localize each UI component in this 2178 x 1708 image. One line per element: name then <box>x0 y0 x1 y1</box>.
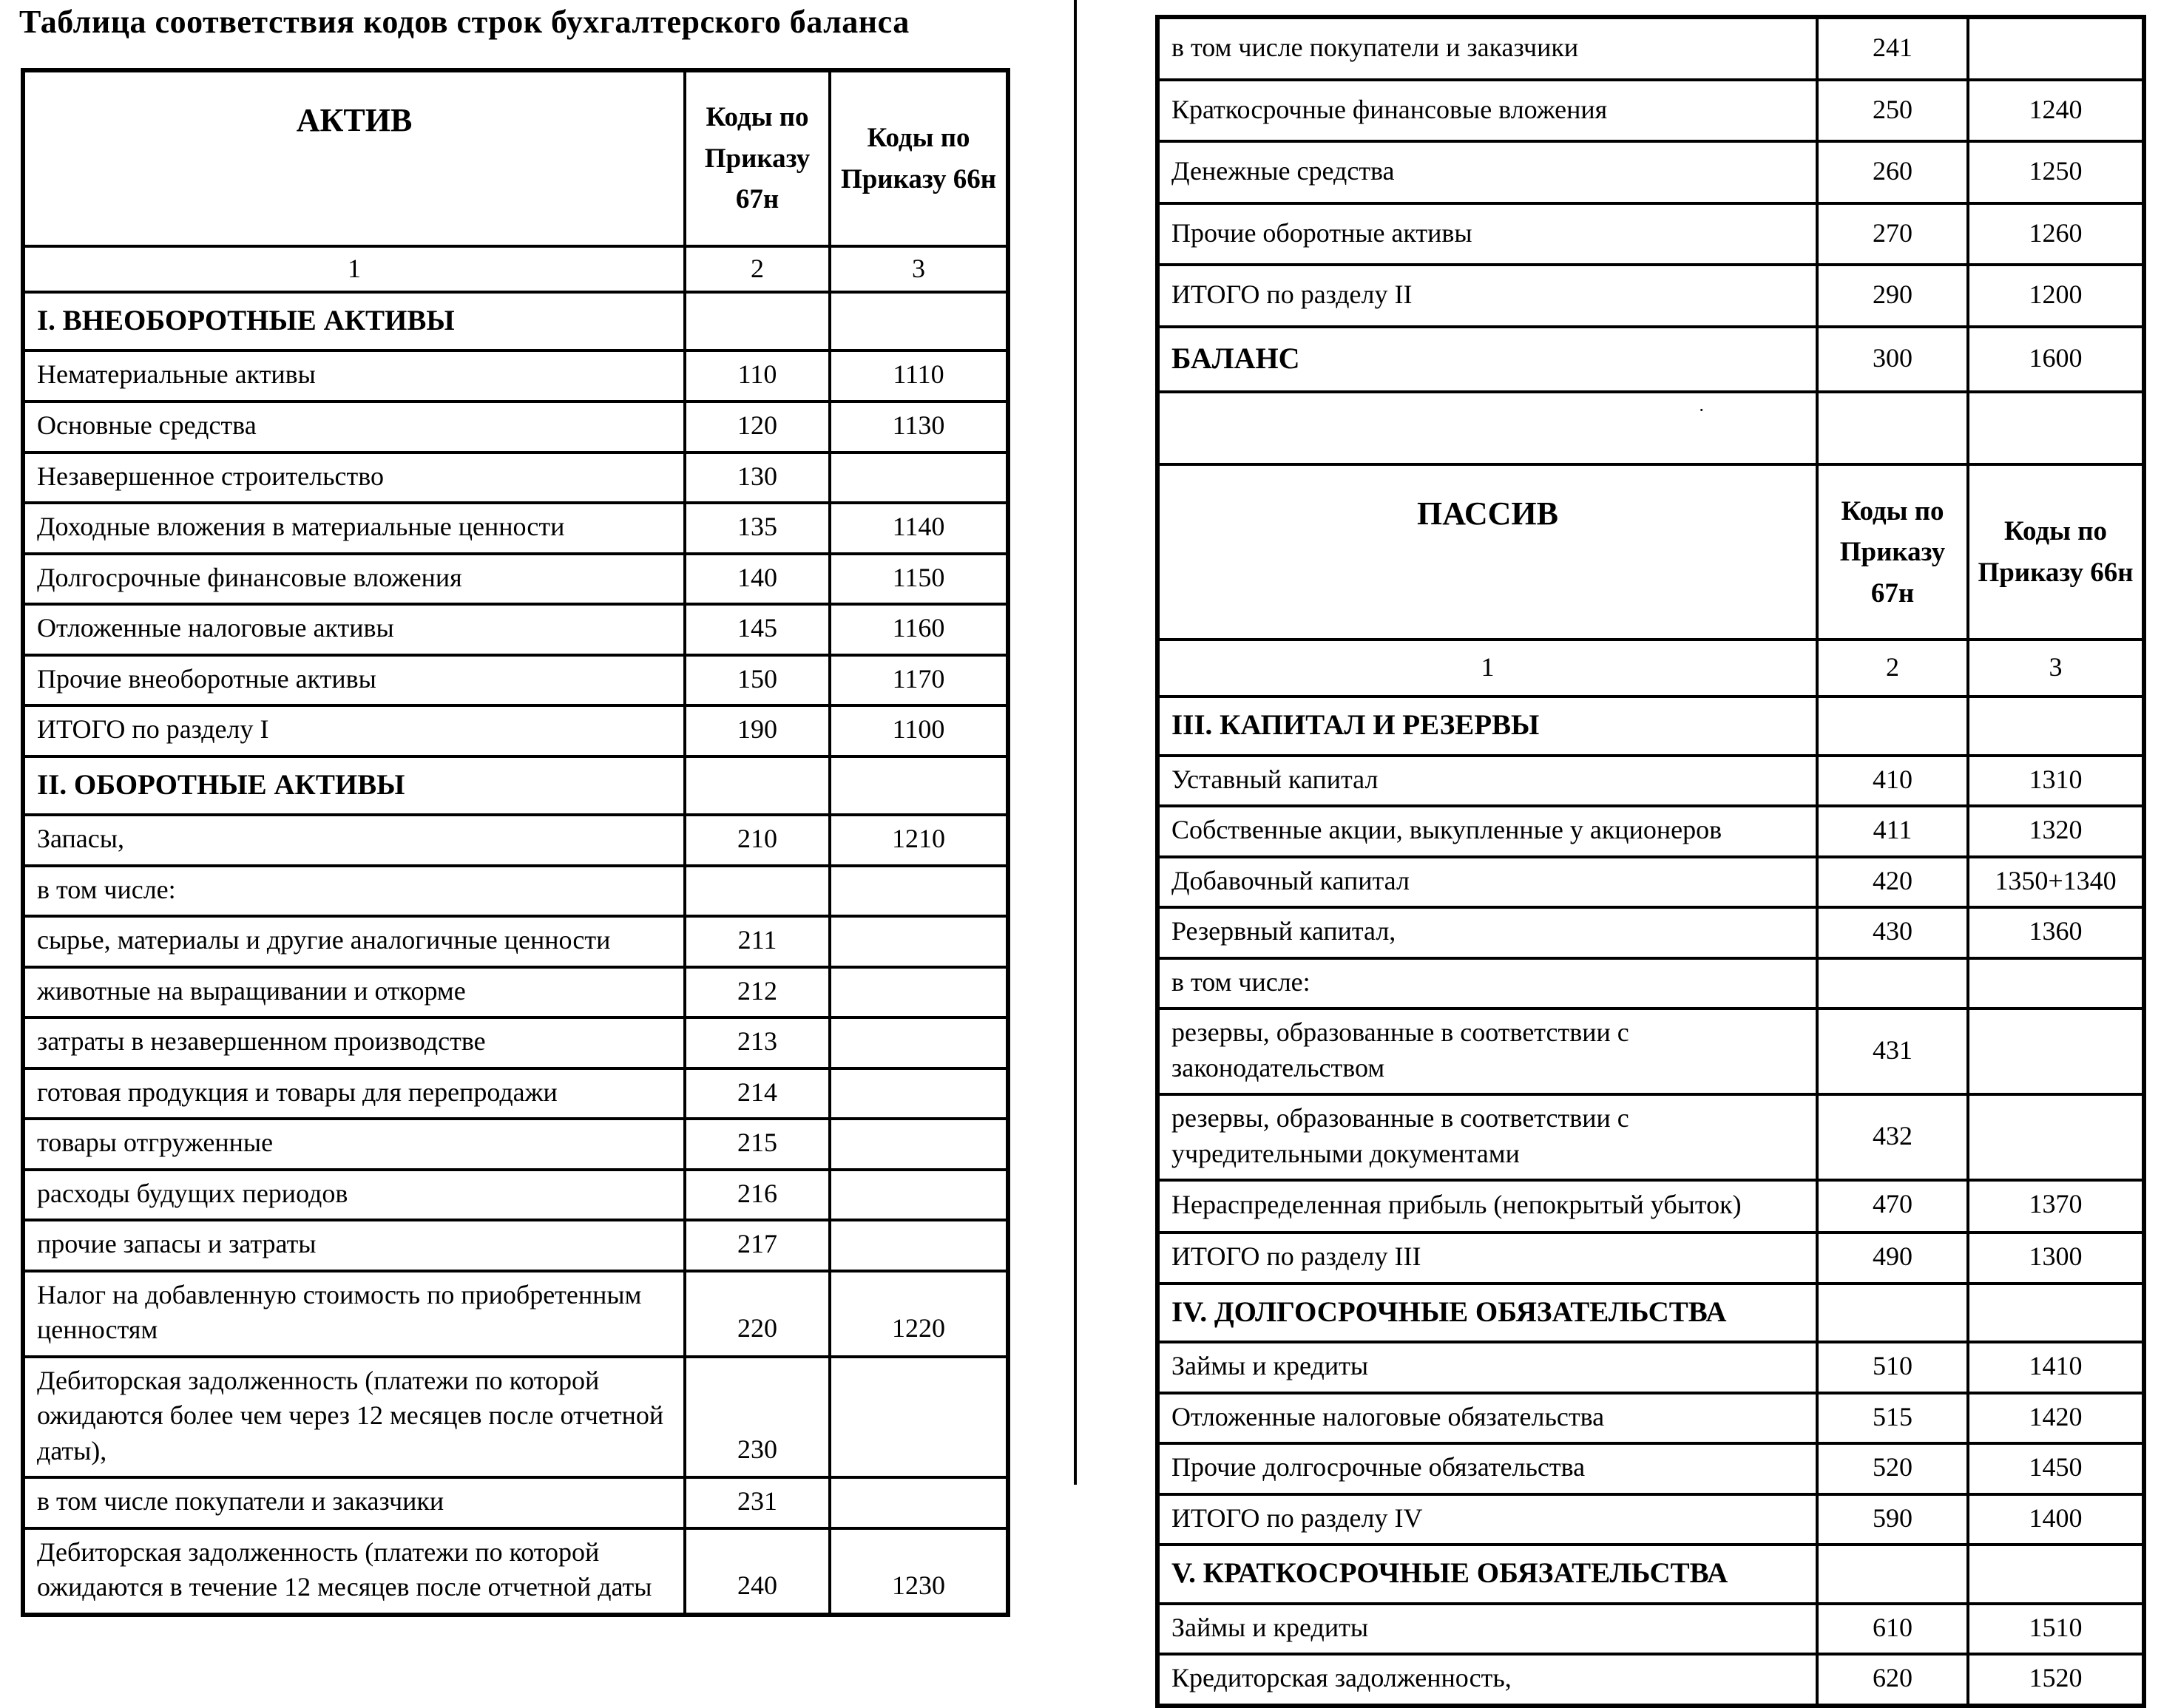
row-label-cell: Дебиторская задолженность (платежи по которой ожидаются в течение 12 месяцев после отчетной даты <box>23 1528 685 1615</box>
code-66n-cell <box>1968 958 2144 1009</box>
table-row <box>23 655 1008 706</box>
code-67n-cell <box>685 756 830 815</box>
table-row <box>23 1477 1008 1528</box>
passiv-table-body <box>1157 697 2144 1705</box>
code-67n-cell: 510 <box>1817 1342 1968 1393</box>
row-label-cell: II. ОБОРОТНЫЕ АКТИВЫ <box>23 756 685 815</box>
code-67n-cell: 432 <box>1817 1094 1968 1180</box>
code-67n-cell: 515 <box>1817 1393 1968 1444</box>
code-66n-cell <box>1968 1284 2144 1342</box>
aktiv-header-codes-66n: Коды по Приказу 66н <box>830 70 1008 246</box>
aktiv-header-row <box>23 70 1008 246</box>
table-row <box>1157 958 2144 1009</box>
code-66n-cell <box>830 1477 1008 1528</box>
code-66n-cell: 1200 <box>1968 265 2144 327</box>
code-66n-cell <box>1968 697 2144 755</box>
row-label-cell: Прочие долгосрочные обязательства <box>1157 1443 1817 1494</box>
row-label-cell: ИТОГО по разделу II <box>1157 265 1817 327</box>
code-67n-cell <box>685 866 830 917</box>
code-67n-cell <box>1817 1284 1968 1342</box>
passiv-header-title: ПАССИВ <box>1157 464 1817 640</box>
table-row <box>23 350 1008 401</box>
table-row <box>23 503 1008 554</box>
table-row <box>23 554 1008 605</box>
code-66n-cell: 1400 <box>1968 1494 2144 1545</box>
row-label-cell: Дебиторская задолженность (платежи по которой ожидаются более чем через 12 месяцев после отчетной даты), <box>23 1357 685 1478</box>
code-66n-cell <box>830 967 1008 1018</box>
code-67n-cell: 217 <box>685 1220 830 1271</box>
code-66n-cell <box>1968 1094 2144 1180</box>
code-66n-cell: 1250 <box>1968 141 2144 203</box>
code-67n-cell: 231 <box>685 1477 830 1528</box>
code-67n-cell: 410 <box>1817 756 1968 807</box>
aktiv-column-numbering-row <box>23 246 1008 292</box>
code-67n-cell: 190 <box>685 705 830 756</box>
code-67n-cell: 420 <box>1817 857 1968 908</box>
row-label-cell: Займы и кредиты <box>1157 1342 1817 1393</box>
row-label-cell: Нераспределенная прибыль (непокрытый убыток) <box>1157 1180 1817 1233</box>
row-label-cell: ИТОГО по разделу IV <box>1157 1494 1817 1545</box>
table-row <box>1157 1545 2144 1603</box>
row-label-cell: Уставный капитал <box>1157 756 1817 807</box>
row-label-cell: Отложенные налоговые обязательства <box>1157 1393 1817 1444</box>
code-66n-cell: 1600 <box>1968 327 2144 393</box>
row-label-cell: Налог на добавленную стоимость по приобретенным ценностям <box>23 1271 685 1357</box>
table-row <box>23 1119 1008 1170</box>
code-67n-cell: 411 <box>1817 806 1968 857</box>
table-row <box>1157 1654 2144 1706</box>
table-row <box>1157 806 2144 857</box>
row-label-cell: Запасы, <box>23 815 685 866</box>
table-row <box>1157 1443 2144 1494</box>
row-label-cell: товары отгруженные <box>23 1119 685 1170</box>
passiv-header-codes-67n: Коды по Приказу 67н <box>1817 464 1968 640</box>
code-66n-cell: 1520 <box>1968 1654 2144 1706</box>
table-row <box>1157 265 2144 327</box>
code-66n-cell <box>830 1357 1008 1478</box>
table-row <box>23 1528 1008 1615</box>
row-label-cell: IV. ДОЛГОСРОЧНЫЕ ОБЯЗАТЕЛЬСТВА <box>1157 1284 1817 1342</box>
code-67n-cell: 260 <box>1817 141 1968 203</box>
code-66n-cell <box>830 1220 1008 1271</box>
row-label-cell: ИТОГО по разделу I <box>23 705 685 756</box>
code-66n-cell <box>830 1017 1008 1068</box>
table-row <box>23 1170 1008 1221</box>
code-66n-cell: 1510 <box>1968 1604 2144 1655</box>
table-row <box>1157 1494 2144 1545</box>
row-label-cell: Основные средства <box>23 401 685 453</box>
table-row <box>23 292 1008 350</box>
page-fold-divider <box>1074 0 1077 1485</box>
code-66n-cell: 1170 <box>830 655 1008 706</box>
row-label-cell: животные на выращивании и откорме <box>23 967 685 1018</box>
code-66n-cell <box>1968 392 2144 464</box>
code-66n-cell: 1320 <box>1968 806 2144 857</box>
table-row <box>1157 1009 2144 1094</box>
aktiv-table-body <box>23 292 1008 1615</box>
table-row <box>23 705 1008 756</box>
code-67n-cell: 110 <box>685 350 830 401</box>
row-label-cell: расходы будущих периодов <box>23 1170 685 1221</box>
code-67n-cell: 230 <box>685 1357 830 1478</box>
table-row <box>23 866 1008 917</box>
row-label-cell: Незавершенное строительство <box>23 453 685 504</box>
row-label-cell: сырье, материалы и другие аналогичные ценности <box>23 916 685 967</box>
table-row <box>1157 392 2144 464</box>
table-row <box>1157 203 2144 265</box>
code-67n-cell: 290 <box>1817 265 1968 327</box>
table-row <box>1157 1393 2144 1444</box>
code-67n-cell: 210 <box>685 815 830 866</box>
code-66n-cell: 1240 <box>1968 80 2144 142</box>
table-row <box>23 1357 1008 1478</box>
row-label-cell: Собственные акции, выкупленные у акционеров <box>1157 806 1817 857</box>
code-66n-cell <box>830 916 1008 967</box>
table-row <box>23 1271 1008 1357</box>
row-label-cell: Доходные вложения в материальные ценности <box>23 503 685 554</box>
aktiv-table <box>21 68 1010 1617</box>
table-row <box>1157 80 2144 142</box>
table-row <box>23 1068 1008 1119</box>
code-67n-cell: 240 <box>685 1528 830 1615</box>
code-66n-cell <box>830 1119 1008 1170</box>
row-label-cell: в том числе: <box>1157 958 1817 1009</box>
row-label-cell: Нематериальные активы <box>23 350 685 401</box>
table-row <box>1157 327 2144 393</box>
code-66n-cell: 1230 <box>830 1528 1008 1615</box>
code-67n-cell: 120 <box>685 401 830 453</box>
table-row <box>1157 907 2144 958</box>
code-67n-cell <box>685 292 830 350</box>
code-66n-cell <box>1968 1545 2144 1603</box>
code-66n-cell: 1310 <box>1968 756 2144 807</box>
code-67n-cell: 241 <box>1817 17 1968 80</box>
code-67n-cell: 211 <box>685 916 830 967</box>
table-row <box>23 815 1008 866</box>
column-number: 2 <box>685 246 830 292</box>
row-label-cell: в том числе: <box>23 866 685 917</box>
row-label-cell: Резервный капитал, <box>1157 907 1817 958</box>
row-label-cell: I. ВНЕОБОРОТНЫЕ АКТИВЫ <box>23 292 685 350</box>
passiv-header-codes-66n: Коды по Приказу 66н <box>1968 464 2144 640</box>
table-row <box>23 1220 1008 1271</box>
code-67n-cell: 610 <box>1817 1604 1968 1655</box>
row-label-cell: резервы, образованные в соответствии с учредительными документами <box>1157 1094 1817 1180</box>
code-66n-cell <box>830 1170 1008 1221</box>
code-66n-cell <box>830 453 1008 504</box>
code-66n-cell: 1360 <box>1968 907 2144 958</box>
aktiv-header-codes-67n: Коды по Приказу 67н <box>685 70 830 246</box>
code-66n-cell: 1100 <box>830 705 1008 756</box>
code-66n-cell: 1160 <box>830 604 1008 655</box>
code-66n-cell: 1410 <box>1968 1342 2144 1393</box>
code-66n-cell: 1140 <box>830 503 1008 554</box>
code-66n-cell: 1110 <box>830 350 1008 401</box>
code-66n-cell <box>1968 17 2144 80</box>
table-row <box>1157 756 2144 807</box>
table-row <box>1157 1284 2144 1342</box>
row-label-cell: · <box>1157 392 1817 464</box>
passiv-header-row <box>1157 464 2144 640</box>
page-title: Таблица соответствия кодов строк бухгалтерского баланса <box>19 4 910 40</box>
row-label-cell: III. КАПИТАЛ И РЕЗЕРВЫ <box>1157 697 1817 755</box>
code-67n-cell: 220 <box>685 1271 830 1357</box>
row-label-cell: прочие запасы и затраты <box>23 1220 685 1271</box>
column-number: 3 <box>1968 640 2144 697</box>
code-66n-cell <box>830 1068 1008 1119</box>
code-66n-cell: 1260 <box>1968 203 2144 265</box>
code-67n-cell: 150 <box>685 655 830 706</box>
row-label-cell: Займы и кредиты <box>1157 1604 1817 1655</box>
table-row <box>23 604 1008 655</box>
row-label-cell: Денежные средства <box>1157 141 1817 203</box>
column-number: 3 <box>830 246 1008 292</box>
code-67n-cell: 212 <box>685 967 830 1018</box>
table-row <box>1157 857 2144 908</box>
row-label-cell: Прочие оборотные активы <box>1157 203 1817 265</box>
row-label-cell: Отложенные налоговые активы <box>23 604 685 655</box>
code-66n-cell: 1210 <box>830 815 1008 866</box>
code-67n-cell: 300 <box>1817 327 1968 393</box>
table-row <box>23 916 1008 967</box>
code-67n-cell: 430 <box>1817 907 1968 958</box>
aktiv-header-title: АКТИВ <box>23 70 685 246</box>
code-66n-cell: 1420 <box>1968 1393 2144 1444</box>
table-row <box>23 756 1008 815</box>
code-67n-cell <box>1817 392 1968 464</box>
code-67n-cell: 213 <box>685 1017 830 1068</box>
code-67n-cell <box>1817 1545 1968 1603</box>
table-row <box>23 453 1008 504</box>
code-67n-cell: 216 <box>685 1170 830 1221</box>
table-row <box>1157 141 2144 203</box>
row-label-cell: V. КРАТКОСРОЧНЫЕ ОБЯЗАТЕЛЬСТВА <box>1157 1545 1817 1603</box>
code-67n-cell: 431 <box>1817 1009 1968 1094</box>
table-row <box>1157 1342 2144 1393</box>
table-row <box>1157 17 2144 80</box>
aktiv-continuation-body <box>1157 17 2144 464</box>
table-row <box>23 1017 1008 1068</box>
code-67n-cell: 620 <box>1817 1654 1968 1706</box>
code-67n-cell <box>1817 697 1968 755</box>
code-67n-cell: 520 <box>1817 1443 1968 1494</box>
code-66n-cell <box>830 292 1008 350</box>
passiv-column-numbering-row <box>1157 640 2144 697</box>
code-67n-cell: 214 <box>685 1068 830 1119</box>
code-66n-cell: 1350+1340 <box>1968 857 2144 908</box>
row-label-cell: в том числе покупатели и заказчики <box>1157 17 1817 80</box>
code-66n-cell: 1130 <box>830 401 1008 453</box>
row-label-cell: Краткосрочные финансовые вложения <box>1157 80 1817 142</box>
code-67n-cell: 270 <box>1817 203 1968 265</box>
table-row <box>1157 1180 2144 1233</box>
column-number: 1 <box>1157 640 1817 697</box>
row-label-cell: ИТОГО по разделу III <box>1157 1233 1817 1284</box>
code-66n-cell: 1220 <box>830 1271 1008 1357</box>
code-67n-cell: 590 <box>1817 1494 1968 1545</box>
code-67n-cell: 145 <box>685 604 830 655</box>
row-label-cell: Прочие внеоборотные активы <box>23 655 685 706</box>
table-row <box>1157 1233 2144 1284</box>
code-67n-cell <box>1817 958 1968 1009</box>
code-66n-cell: 1370 <box>1968 1180 2144 1233</box>
row-label-cell: готовая продукция и товары для перепродажи <box>23 1068 685 1119</box>
row-label-cell: Долгосрочные финансовые вложения <box>23 554 685 605</box>
row-label-cell: в том числе покупатели и заказчики <box>23 1477 685 1528</box>
code-66n-cell: 1150 <box>830 554 1008 605</box>
code-67n-cell: 470 <box>1817 1180 1968 1233</box>
column-number: 2 <box>1817 640 1968 697</box>
code-66n-cell: 1450 <box>1968 1443 2144 1494</box>
code-67n-cell: 130 <box>685 453 830 504</box>
code-66n-cell <box>830 866 1008 917</box>
row-label-cell: затраты в незавершенном производстве <box>23 1017 685 1068</box>
code-67n-cell: 135 <box>685 503 830 554</box>
code-66n-cell: 1300 <box>1968 1233 2144 1284</box>
table-row <box>1157 1604 2144 1655</box>
column-number: 1 <box>23 246 685 292</box>
table-row <box>1157 1094 2144 1180</box>
code-67n-cell: 250 <box>1817 80 1968 142</box>
code-67n-cell: 490 <box>1817 1233 1968 1284</box>
passiv-table <box>1155 15 2146 1708</box>
row-label-cell: Кредиторская задолженность, <box>1157 1654 1817 1706</box>
row-label-cell: Добавочный капитал <box>1157 857 1817 908</box>
table-row <box>1157 697 2144 755</box>
row-label-cell: БАЛАНС <box>1157 327 1817 393</box>
code-66n-cell <box>830 756 1008 815</box>
code-67n-cell: 140 <box>685 554 830 605</box>
code-67n-cell: 215 <box>685 1119 830 1170</box>
row-label-cell: резервы, образованные в соответствии с законодательством <box>1157 1009 1817 1094</box>
table-row <box>23 967 1008 1018</box>
table-row <box>23 401 1008 453</box>
code-66n-cell <box>1968 1009 2144 1094</box>
